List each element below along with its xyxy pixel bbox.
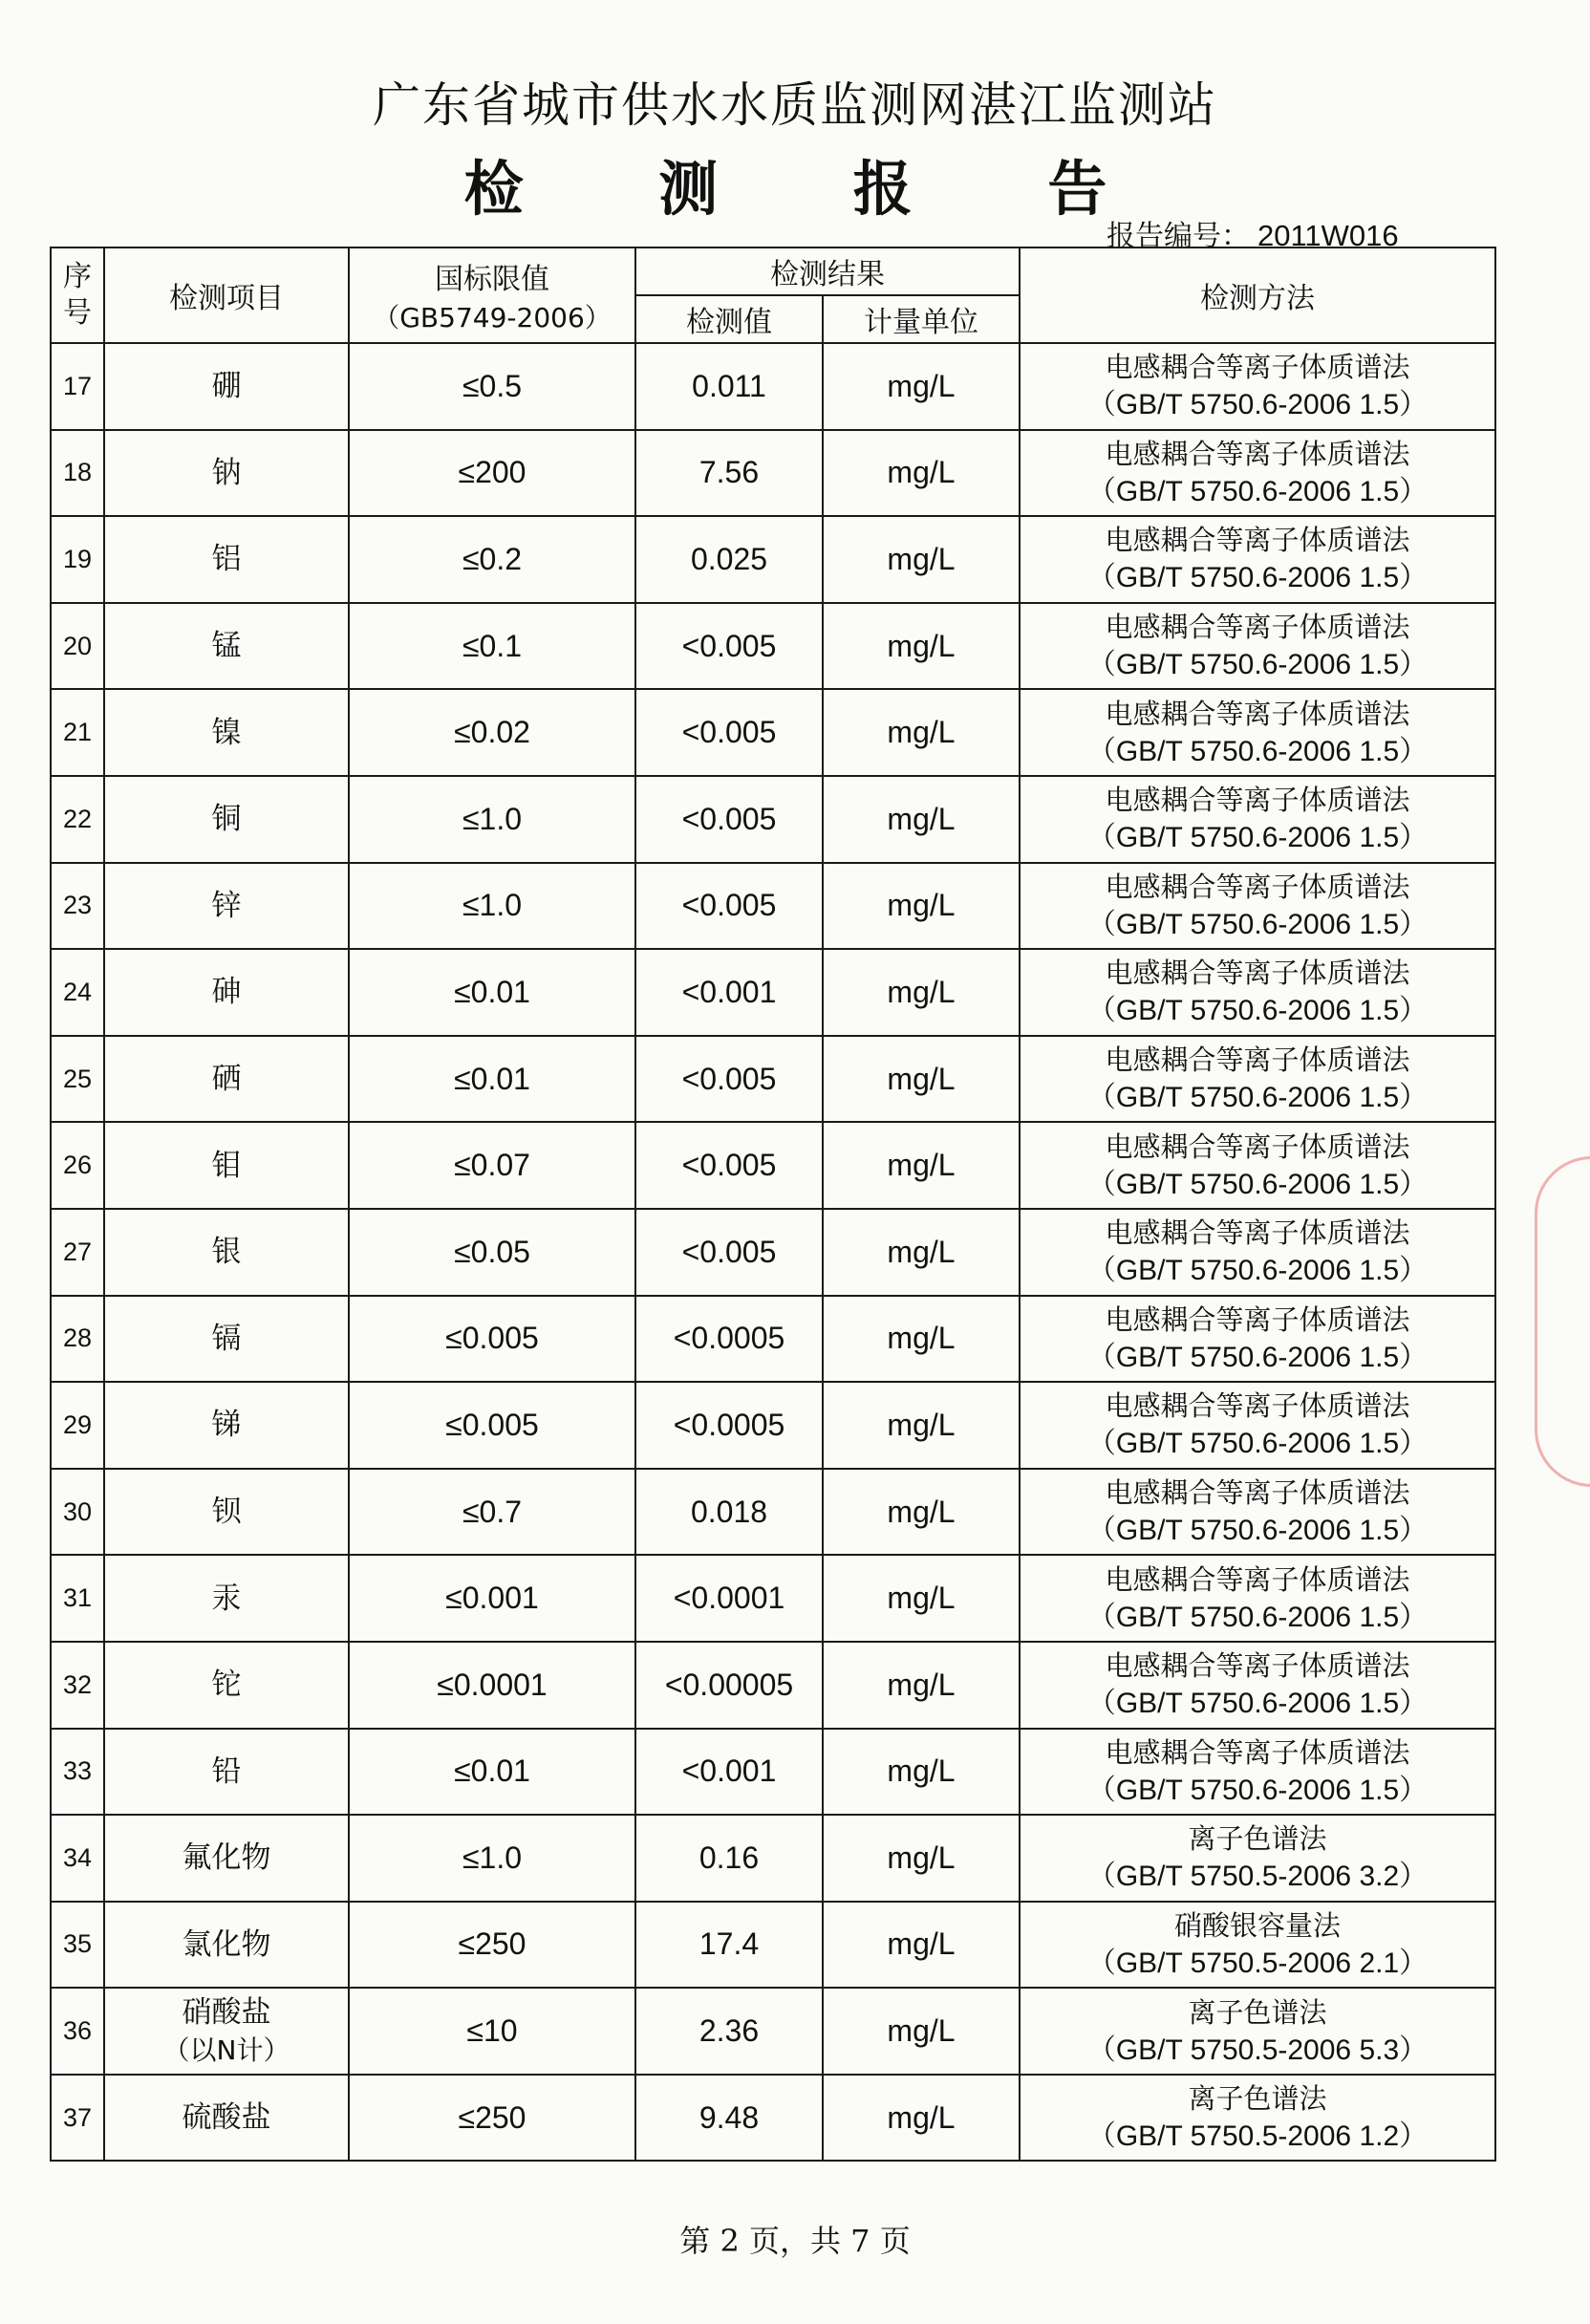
item-name: 铅 <box>211 1754 242 1789</box>
cell-value: 0.011 <box>635 343 823 430</box>
method-standard: （GB/T 5750.6-2006 1.5） <box>1086 1082 1429 1114</box>
cell-seq: 24 <box>51 949 104 1036</box>
method-name: 电感耦合等离子体质谱法 <box>1105 1216 1410 1250</box>
cell-method <box>1020 1382 1495 1469</box>
method-standard: （GB/T 5750.6-2006 1.5） <box>1086 649 1429 681</box>
cell-limit: ≤0.01 <box>349 949 635 1036</box>
item-name: 汞 <box>211 1581 242 1616</box>
table-row <box>51 1209 1495 1296</box>
cell-method <box>1020 1642 1495 1729</box>
cell-seq: 36 <box>51 1988 104 2075</box>
table-row <box>51 689 1495 776</box>
cell-unit: mg/L <box>823 1036 1020 1123</box>
method-standard: （GB/T 5750.6-2006 1.5） <box>1086 908 1429 940</box>
method-standard: （GB/T 5750.6-2006 1.5） <box>1086 1601 1429 1633</box>
item-note: （以N计） <box>162 2034 290 2066</box>
cell-method <box>1020 2075 1495 2162</box>
cell-seq: 33 <box>51 1729 104 1816</box>
cell-seq: 21 <box>51 689 104 776</box>
method-name: 电感耦合等离子体质谱法 <box>1105 1302 1410 1336</box>
cell-limit: ≤0.01 <box>349 1036 635 1123</box>
method-name: 电感耦合等离子体质谱法 <box>1105 351 1410 384</box>
cell-item <box>104 1469 349 1556</box>
cell-method <box>1020 1209 1495 1296</box>
cell-method <box>1020 1902 1495 1989</box>
item-name: 氟化物 <box>182 1840 271 1876</box>
cell-item <box>104 2075 349 2162</box>
cell-value: <0.00005 <box>635 1642 823 1729</box>
table-row <box>51 1729 1495 1816</box>
header-method: 检测方法 <box>1020 247 1495 343</box>
cell-value: <0.005 <box>635 603 823 690</box>
report-number-value: 2011W016 <box>1257 219 1399 252</box>
cell-unit: mg/L <box>823 1555 1020 1642</box>
method-name: 电感耦合等离子体质谱法 <box>1105 611 1410 644</box>
cell-value: <0.0005 <box>635 1296 823 1383</box>
cell-seq: 35 <box>51 1902 104 1989</box>
cell-seq: 34 <box>51 1815 104 1902</box>
item-name: 铜 <box>211 802 242 837</box>
cell-method <box>1020 949 1495 1036</box>
cell-seq: 18 <box>51 430 104 517</box>
cell-limit: ≤200 <box>349 430 635 517</box>
cell-item <box>104 949 349 1036</box>
cell-value: <0.0001 <box>635 1555 823 1642</box>
cell-unit: mg/L <box>823 1988 1020 2075</box>
cell-limit: ≤0.0001 <box>349 1642 635 1729</box>
header-limit-title: 国标限值 <box>435 263 549 296</box>
method-standard: （GB/T 5750.6-2006 1.5） <box>1086 1515 1429 1547</box>
table-row <box>51 1642 1495 1729</box>
cell-seq: 23 <box>51 863 104 950</box>
cell-value: 0.018 <box>635 1469 823 1556</box>
cell-unit: mg/L <box>823 2075 1020 2162</box>
cell-unit: mg/L <box>823 1642 1020 1729</box>
report-title: 检 测 报 告 <box>463 154 1165 224</box>
table-row <box>51 430 1495 517</box>
table-row <box>51 863 1495 950</box>
table-row <box>51 1988 1495 2075</box>
method-name: 离子色谱法 <box>1188 1822 1327 1856</box>
method-name: 电感耦合等离子体质谱法 <box>1105 1044 1410 1077</box>
cell-seq: 20 <box>51 603 104 690</box>
cell-method <box>1020 1815 1495 1902</box>
method-name: 电感耦合等离子体质谱法 <box>1105 1562 1410 1596</box>
cell-unit: mg/L <box>823 430 1020 517</box>
cell-item <box>104 1555 349 1642</box>
header-result: 检测结果 <box>635 247 1020 295</box>
cell-unit: mg/L <box>823 603 1020 690</box>
cell-method <box>1020 603 1495 690</box>
cell-item <box>104 1902 349 1989</box>
cell-item <box>104 1209 349 1296</box>
report-number-label: 报告编号： <box>1107 220 1250 253</box>
cell-item <box>104 516 349 603</box>
cell-value: <0.001 <box>635 949 823 1036</box>
table-body <box>51 343 1495 2161</box>
item-name: 砷 <box>211 975 242 1010</box>
cell-limit: ≤0.05 <box>349 1209 635 1296</box>
method-name: 电感耦合等离子体质谱法 <box>1105 870 1410 903</box>
item-name: 硝酸盐 <box>182 1994 271 2030</box>
page-indicator: 第 2 页，共 7 页 <box>679 2223 911 2259</box>
cell-item <box>104 343 349 430</box>
table-row <box>51 343 1495 430</box>
item-name: 锰 <box>211 629 242 664</box>
header-limit-std: （GB5749-2006） <box>373 302 612 334</box>
table-row <box>51 516 1495 603</box>
cell-item <box>104 1729 349 1816</box>
cell-value: <0.0005 <box>635 1382 823 1469</box>
cell-value: 17.4 <box>635 1902 823 1989</box>
cell-method <box>1020 1729 1495 1816</box>
cell-method <box>1020 1469 1495 1556</box>
cell-value: 2.36 <box>635 1988 823 2075</box>
header-value: 检测值 <box>635 295 823 343</box>
header-unit: 计量单位 <box>823 295 1020 343</box>
cell-limit: ≤0.02 <box>349 689 635 776</box>
cell-unit: mg/L <box>823 1815 1020 1902</box>
method-standard: （GB/T 5750.6-2006 1.5） <box>1086 475 1429 507</box>
cell-method <box>1020 430 1495 517</box>
cell-method <box>1020 776 1495 863</box>
cell-seq: 28 <box>51 1296 104 1383</box>
header-item: 检测项目 <box>104 247 349 343</box>
cell-unit: mg/L <box>823 689 1020 776</box>
method-name: 电感耦合等离子体质谱法 <box>1105 1735 1410 1769</box>
cell-item <box>104 1122 349 1209</box>
item-name: 镍 <box>211 715 242 750</box>
cell-item <box>104 1988 349 2075</box>
method-name: 电感耦合等离子体质谱法 <box>1105 437 1410 470</box>
cell-value: <0.005 <box>635 1122 823 1209</box>
cell-value: <0.001 <box>635 1729 823 1816</box>
cell-seq: 17 <box>51 343 104 430</box>
organization-name: 广东省城市供水水质监测网湛江监测站 <box>373 77 1217 133</box>
table-row <box>51 949 1495 1036</box>
cell-item <box>104 1296 349 1383</box>
item-name: 硼 <box>211 369 242 404</box>
cell-limit: ≤0.001 <box>349 1555 635 1642</box>
method-standard: （GB/T 5750.5-2006 1.2） <box>1086 2120 1429 2153</box>
cell-value: <0.005 <box>635 776 823 863</box>
cell-unit: mg/L <box>823 516 1020 603</box>
method-standard: （GB/T 5750.6-2006 1.5） <box>1086 389 1429 421</box>
item-name: 硫酸盐 <box>182 2100 271 2136</box>
method-standard: （GB/T 5750.6-2006 1.5） <box>1086 822 1429 854</box>
cell-limit: ≤0.5 <box>349 343 635 430</box>
cell-value: 0.16 <box>635 1815 823 1902</box>
table-row <box>51 1469 1495 1556</box>
cell-method <box>1020 343 1495 430</box>
cell-method <box>1020 516 1495 603</box>
method-name: 电感耦合等离子体质谱法 <box>1105 784 1410 817</box>
cell-unit: mg/L <box>823 1296 1020 1383</box>
item-name: 钼 <box>211 1148 242 1183</box>
method-name: 电感耦合等离子体质谱法 <box>1105 1389 1410 1423</box>
cell-method <box>1020 1555 1495 1642</box>
table-row <box>51 603 1495 690</box>
method-name: 电感耦合等离子体质谱法 <box>1105 1130 1410 1163</box>
method-standard: （GB/T 5750.6-2006 1.5） <box>1086 1428 1429 1460</box>
cell-seq: 26 <box>51 1122 104 1209</box>
table-row <box>51 1815 1495 1902</box>
method-standard: （GB/T 5750.6-2006 1.5） <box>1086 1688 1429 1720</box>
method-standard: （GB/T 5750.6-2006 1.5） <box>1086 1168 1429 1200</box>
cell-limit: ≤0.07 <box>349 1122 635 1209</box>
cell-unit: mg/L <box>823 1382 1020 1469</box>
cell-unit: mg/L <box>823 776 1020 863</box>
cell-unit: mg/L <box>823 1122 1020 1209</box>
method-standard: （GB/T 5750.6-2006 1.5） <box>1086 562 1429 594</box>
item-name: 铊 <box>211 1668 242 1703</box>
method-standard: （GB/T 5750.6-2006 1.5） <box>1086 1341 1429 1373</box>
cell-unit: mg/L <box>823 1469 1020 1556</box>
cell-limit: ≤1.0 <box>349 863 635 950</box>
cell-method <box>1020 689 1495 776</box>
method-name: 电感耦合等离子体质谱法 <box>1105 1649 1410 1683</box>
cell-limit: ≤1.0 <box>349 1815 635 1902</box>
item-name: 铝 <box>211 542 242 577</box>
red-seal-stamp <box>1535 1156 1590 1487</box>
method-standard: （GB/T 5750.5-2006 5.3） <box>1086 2034 1429 2066</box>
cell-seq: 29 <box>51 1382 104 1469</box>
cell-limit: ≤0.1 <box>349 603 635 690</box>
table-row <box>51 1382 1495 1469</box>
cell-item <box>104 1382 349 1469</box>
method-name: 硝酸银容量法 <box>1173 1908 1341 1942</box>
method-standard: （GB/T 5750.6-2006 1.5） <box>1086 995 1429 1027</box>
method-name: 电感耦合等离子体质谱法 <box>1105 697 1410 730</box>
item-name: 氯化物 <box>182 1926 271 1962</box>
cell-seq: 31 <box>51 1555 104 1642</box>
header-limit <box>349 247 635 343</box>
item-name: 锑 <box>211 1408 242 1443</box>
cell-limit: ≤10 <box>349 1988 635 2075</box>
cell-seq: 30 <box>51 1469 104 1556</box>
item-name: 钠 <box>211 455 242 490</box>
method-standard: （GB/T 5750.6-2006 1.5） <box>1086 1774 1429 1806</box>
cell-seq: 32 <box>51 1642 104 1729</box>
item-name: 硒 <box>211 1062 242 1097</box>
table-row <box>51 1902 1495 1989</box>
cell-unit: mg/L <box>823 1902 1020 1989</box>
cell-item <box>104 1642 349 1729</box>
cell-limit: ≤250 <box>349 2075 635 2162</box>
cell-unit: mg/L <box>823 863 1020 950</box>
cell-seq: 19 <box>51 516 104 603</box>
table-row <box>51 1296 1495 1383</box>
table-row <box>51 1036 1495 1123</box>
cell-item <box>104 689 349 776</box>
table-row <box>51 776 1495 863</box>
cell-method <box>1020 1296 1495 1383</box>
cell-unit: mg/L <box>823 1209 1020 1296</box>
cell-unit: mg/L <box>823 949 1020 1036</box>
cell-item <box>104 776 349 863</box>
cell-seq: 22 <box>51 776 104 863</box>
cell-limit: ≤0.005 <box>349 1382 635 1469</box>
table-row <box>51 1555 1495 1642</box>
item-name: 锌 <box>211 888 242 923</box>
header-seq-text: 序号 <box>63 260 92 330</box>
cell-limit: ≤0.01 <box>349 1729 635 1816</box>
method-standard: （GB/T 5750.5-2006 2.1） <box>1086 1947 1429 1979</box>
method-name: 离子色谱法 <box>1188 2082 1327 2116</box>
cell-seq: 37 <box>51 2075 104 2162</box>
cell-item <box>104 430 349 517</box>
item-name: 钡 <box>211 1495 242 1530</box>
method-name: 电感耦合等离子体质谱法 <box>1105 1476 1410 1510</box>
method-standard: （GB/T 5750.6-2006 1.5） <box>1086 735 1429 767</box>
cell-limit: ≤250 <box>349 1902 635 1989</box>
cell-limit: ≤1.0 <box>349 776 635 863</box>
cell-value: <0.005 <box>635 1036 823 1123</box>
cell-limit: ≤0.7 <box>349 1469 635 1556</box>
table-row <box>51 1122 1495 1209</box>
method-standard: （GB/T 5750.6-2006 1.5） <box>1086 1255 1429 1287</box>
cell-value: <0.005 <box>635 863 823 950</box>
cell-unit: mg/L <box>823 1729 1020 1816</box>
cell-item <box>104 863 349 950</box>
cell-limit: ≤0.005 <box>349 1296 635 1383</box>
cell-value: <0.005 <box>635 1209 823 1296</box>
cell-method <box>1020 1036 1495 1123</box>
cell-method <box>1020 1988 1495 2075</box>
cell-method <box>1020 1122 1495 1209</box>
cell-seq: 25 <box>51 1036 104 1123</box>
cell-method <box>1020 863 1495 950</box>
cell-value: <0.005 <box>635 689 823 776</box>
cell-item <box>104 1036 349 1123</box>
cell-unit: mg/L <box>823 343 1020 430</box>
results-table <box>50 247 1496 2162</box>
item-name: 镉 <box>211 1321 242 1356</box>
item-name: 银 <box>211 1235 242 1270</box>
cell-value: 0.025 <box>635 516 823 603</box>
cell-limit: ≤0.2 <box>349 516 635 603</box>
method-standard: （GB/T 5750.5-2006 3.2） <box>1086 1861 1429 1893</box>
table-row <box>51 2075 1495 2162</box>
method-name: 电感耦合等离子体质谱法 <box>1105 524 1410 557</box>
header-seq <box>51 247 104 343</box>
cell-item <box>104 603 349 690</box>
method-name: 离子色谱法 <box>1188 1995 1327 2029</box>
cell-value: 7.56 <box>635 430 823 517</box>
cell-item <box>104 1815 349 1902</box>
cell-seq: 27 <box>51 1209 104 1296</box>
method-name: 电感耦合等离子体质谱法 <box>1105 957 1410 990</box>
cell-value: 9.48 <box>635 2075 823 2162</box>
